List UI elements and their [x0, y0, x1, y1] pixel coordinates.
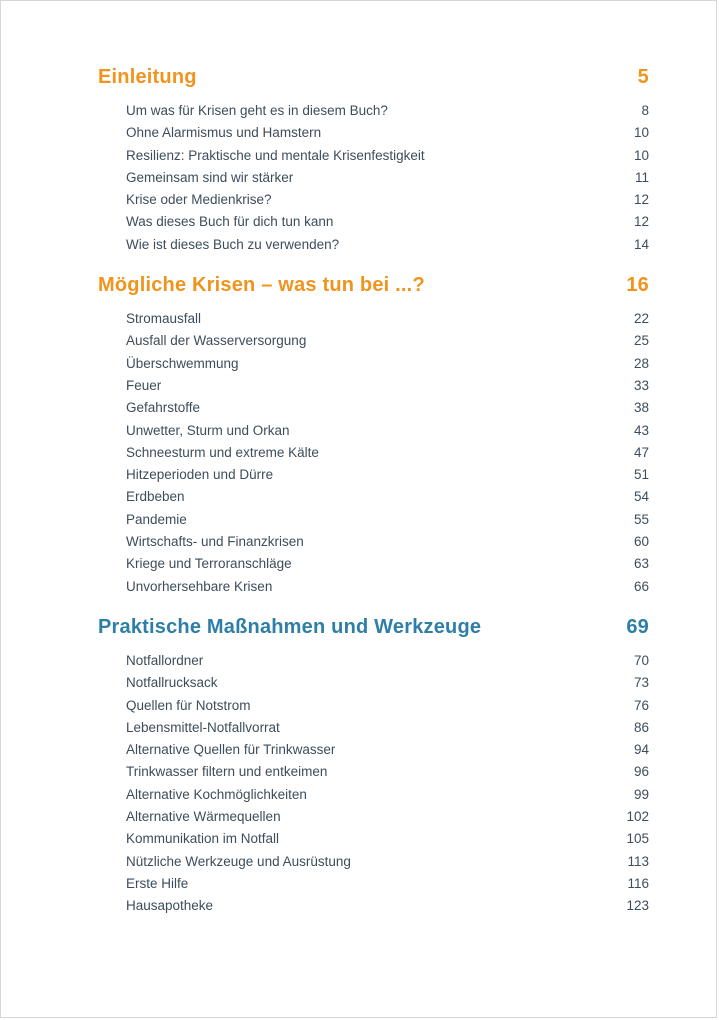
toc-entry — [126, 553, 649, 575]
toc-entry-page-number: 33 — [633, 377, 649, 393]
toc-entry-page-number: 55 — [633, 511, 649, 527]
toc-entry-page-number: 47 — [633, 444, 649, 460]
toc-entry — [126, 145, 649, 167]
toc-entry — [126, 806, 649, 828]
toc-entry — [126, 397, 649, 419]
toc-entry-label: Hitzeperioden und Dürre — [126, 467, 274, 483]
toc-entry-label: Alternative Kochmöglichkeiten — [126, 786, 307, 802]
toc-entry-page-number: 12 — [633, 192, 649, 208]
toc-entry-page-number: 51 — [633, 467, 649, 483]
toc-entry-label: Alternative Quellen für Trinkwasser — [126, 742, 336, 758]
toc-entry-label: Nützliche Werkzeuge und Ausrüstung — [126, 853, 351, 869]
toc-entry — [126, 576, 649, 598]
toc-entry-page-number: 22 — [633, 311, 649, 327]
toc-entry-page-number: 116 — [627, 875, 649, 891]
toc-entry — [126, 308, 649, 330]
section-heading — [98, 63, 649, 91]
toc-entry — [126, 442, 649, 464]
toc-entry-page-number: 99 — [633, 786, 649, 802]
toc-entry-label: Quellen für Notstrom — [126, 697, 251, 713]
toc-entry-label: Stromausfall — [126, 311, 202, 327]
toc-entry-label: Notfallrucksack — [126, 675, 218, 691]
toc-entry-page-number: 73 — [633, 675, 649, 691]
toc-entry — [126, 851, 649, 873]
toc-entry-page-number: 38 — [633, 400, 649, 416]
toc-entry-label: Erste Hilfe — [126, 875, 189, 891]
toc-entry-label: Kommunikation im Notfall — [126, 831, 280, 847]
section-page-number: 5 — [637, 66, 649, 88]
toc-entry-label: Wirtschafts- und Finanzkrisen — [126, 534, 304, 550]
toc-entry — [126, 873, 649, 895]
toc-entry — [126, 211, 649, 233]
toc-entry-page-number: 25 — [633, 333, 649, 349]
toc-entry-page-number: 66 — [633, 578, 649, 594]
toc-entry — [126, 739, 649, 761]
toc-entry-label: Erdbeben — [126, 489, 185, 505]
toc-entry-label: Unvorhersehbare Krisen — [126, 578, 273, 594]
toc-entry-label: Um was für Krisen geht es in diesem Buch? — [126, 103, 388, 118]
toc-entry-label: Notfallordner — [126, 652, 204, 668]
toc-entry-page-number: 12 — [633, 214, 649, 230]
toc-entry-page-number: 86 — [633, 719, 649, 735]
toc-entry — [126, 189, 649, 211]
toc-entry-label: Trinkwasser filtern und entkeimen — [126, 764, 328, 780]
toc — [98, 63, 649, 918]
section-items — [126, 100, 649, 256]
section-title: Einleitung — [98, 66, 197, 88]
toc-entry — [126, 234, 649, 256]
toc-entry-label: Überschwemmung — [126, 355, 239, 371]
section-title: Mögliche Krisen – was tun bei ...? — [98, 274, 425, 297]
toc-entry — [126, 330, 649, 352]
toc-entry-label: Wie ist dieses Buch zu verwenden? — [126, 236, 340, 252]
section-title: Praktische Maßnahmen und Werkzeuge — [98, 615, 482, 638]
toc-entry-label: Pandemie — [126, 511, 187, 527]
toc-entry-label: Kriege und Terroranschläge — [126, 556, 292, 572]
toc-entry-page-number: 14 — [633, 236, 649, 252]
toc-entry-label: Gemeinsam sind wir stärker — [126, 169, 294, 185]
toc-entry — [126, 650, 649, 672]
toc-entry — [126, 486, 649, 508]
toc-entry — [126, 895, 649, 917]
toc-entry-label: Alternative Wärmequellen — [126, 809, 281, 825]
toc-entry — [126, 761, 649, 783]
toc-entry — [126, 122, 649, 144]
toc-entry — [126, 509, 649, 531]
toc-entry-page-number: 94 — [633, 742, 649, 758]
toc-entry-label: Unwetter, Sturm und Orkan — [126, 422, 290, 438]
toc-entry — [126, 784, 649, 806]
toc-entry-page-number: 102 — [626, 809, 649, 825]
toc-entry — [126, 353, 649, 375]
section-items — [126, 308, 649, 598]
toc-entry-label: Ausfall der Wasserversorgung — [126, 333, 307, 349]
toc-section — [98, 271, 649, 598]
toc-entry-page-number: 54 — [633, 489, 649, 505]
toc-entry-page-number: 105 — [626, 831, 649, 847]
toc-entry-page-number: 60 — [633, 534, 649, 550]
section-heading — [98, 271, 649, 299]
toc-entry-label: Ohne Alarmismus und Hamstern — [126, 125, 322, 141]
toc-entry-label: Krise oder Medienkrise? — [126, 192, 272, 208]
toc-entry-label: Hausapotheke — [126, 898, 214, 914]
toc-section — [98, 63, 649, 256]
toc-entry-page-number: 76 — [633, 697, 649, 713]
toc-entry-page-number: 123 — [626, 898, 649, 914]
toc-entry — [126, 375, 649, 397]
toc-entry — [126, 828, 649, 850]
toc-entry-page-number: 10 — [633, 147, 649, 163]
section-heading — [98, 613, 649, 641]
toc-entry-page-number: 43 — [633, 422, 649, 438]
toc-entry — [126, 464, 649, 486]
toc-section — [98, 613, 649, 918]
toc-entry — [126, 531, 649, 553]
section-items — [126, 650, 649, 918]
toc-entry-label: Gefahrstoffe — [126, 400, 201, 416]
toc-entry — [126, 717, 649, 739]
toc-entry — [126, 420, 649, 442]
toc-entry-label: Schneesturm und extreme Kälte — [126, 444, 319, 460]
toc-entry-label: Resilienz: Praktische und mentale Krisenfestigkeit — [126, 147, 425, 163]
toc-entry-page-number: 11 — [634, 169, 649, 185]
toc-entry-page-number: 96 — [633, 764, 649, 780]
section-page-number: 69 — [626, 615, 649, 638]
toc-entry — [126, 167, 649, 189]
toc-entry-label: Feuer — [126, 377, 162, 393]
toc-entry-label: Lebensmittel-Notfallvorrat — [126, 719, 280, 735]
toc-entry-page-number: 28 — [633, 355, 649, 371]
toc-entry — [126, 672, 649, 694]
toc-entry-page-number: 63 — [633, 556, 649, 572]
section-page-number: 16 — [626, 274, 649, 297]
toc-entry — [126, 695, 649, 717]
toc-entry-page-number: 70 — [633, 652, 649, 668]
toc-entry-page-number: 10 — [633, 125, 649, 141]
toc-entry-label: Was dieses Buch für dich tun kann — [126, 214, 334, 230]
toc-entry-page-number: 113 — [627, 853, 649, 869]
toc-entry-page-number: 8 — [641, 103, 649, 118]
toc-entry — [126, 100, 649, 122]
